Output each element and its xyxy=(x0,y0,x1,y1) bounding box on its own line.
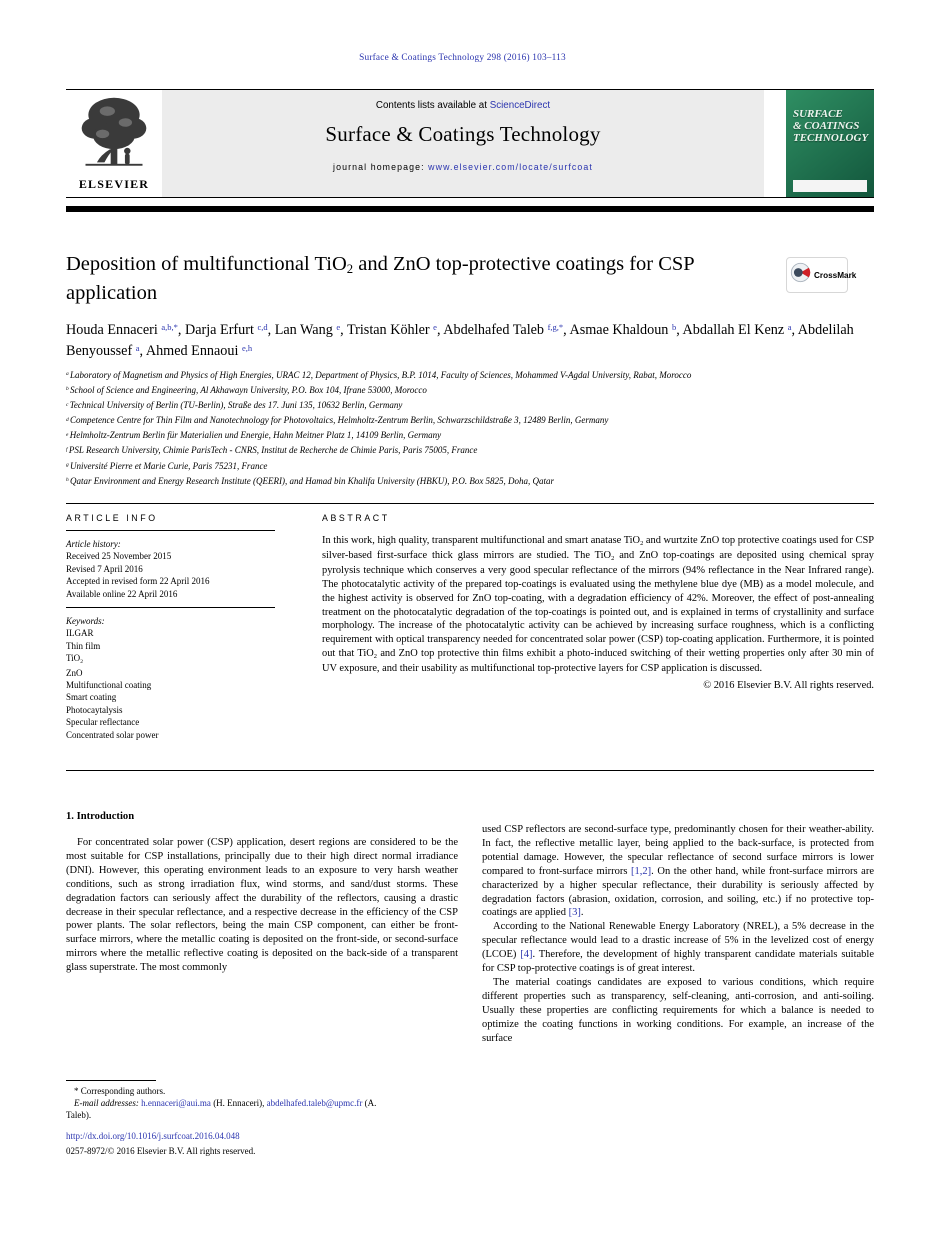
text-segment: e xyxy=(66,431,70,438)
author-name: Abdelilah Benyoussef xyxy=(66,322,854,359)
body-column-left xyxy=(66,806,458,1046)
elsevier-logo xyxy=(66,90,162,197)
keyword-item: ZnO xyxy=(66,667,83,678)
text-segment: , xyxy=(791,322,798,338)
author-name: Asmae Khaldoun xyxy=(569,322,672,338)
rule xyxy=(66,607,275,608)
text-segment: Competence Centre for Thin Film and Nanotechnology for Photovoltaics, Helmholtz-Zentrum Berlin, Schwarzschildstraße 3, 12489 Berlin, Germany xyxy=(70,415,609,426)
text-segment: d xyxy=(66,416,71,423)
text-segment: f xyxy=(66,446,69,453)
text-segment: 2 xyxy=(611,554,615,562)
intro-paragraph-1: For concentrated solar power (CSP) application, desert regions are considered to be the most suitable for CSP installations, principally due to their high direct normal irradiance (DNI). However, this operating environment leads to an exposure to very harsh weather conditions, such as strong irradiation flux, wind storms, and sand/dust storms. These degradation factors can seriously affect the durability of the reflectors, causing a drastic decrease in their specular reflectance, and a respective decrease in the efficiency of the CSP power plants. The solar reflectors, being the main CSP component, can either be front-surface mirrors, where the metallic coating is deposited on the front-side, or second-surface mirrors where the metallic reflective coating is deposited on the back-side of a transparent glass superstrate. The most commonly xyxy=(66,837,458,974)
text-segment: , xyxy=(340,322,347,338)
text-segment: (H. Ennaceri), xyxy=(210,1097,267,1108)
history-item: Received 25 November 2015 xyxy=(66,551,172,562)
banner-center xyxy=(162,90,764,197)
body-columns xyxy=(66,806,874,1046)
intro-paragraph-4: The material coatings candidates are exposed to various conditions, which require different properties such as transparency, self-cleaning, anti-corrosion, and anti-soiling. Usually these properties are conflicting requirements for which a balance is needed to optimize the coating functions in working conditions. For example, an increase of the surface xyxy=(482,976,874,1044)
citation-ref-link[interactable]: [4] xyxy=(520,949,533,961)
text-segment: h xyxy=(66,476,71,483)
author-name: Tristan Köhler xyxy=(346,322,434,338)
text-segment: c xyxy=(66,401,70,408)
author-affiliation-sup[interactable]: a,b,* xyxy=(161,321,178,332)
text-segment: , xyxy=(177,322,185,338)
text-segment: 2 xyxy=(346,262,354,277)
abstract-text xyxy=(322,534,874,676)
author-name: Houda Ennaceri xyxy=(66,322,162,338)
email-link[interactable]: h.ennaceri@aui.ma xyxy=(141,1097,211,1108)
text-segment: and ZnO top-coatings are deposited using chemical spray pyrolysis technique which conserves a very good specular reflectance of the mirrors (94% reflectance in the Near Infrared range). The photocatalytic activity of the prepared top-coatings is evaluated using the methylene blue dye (MB) as a model molecule, and the highest activity is observed for ZnO top-coating, with a degradation efficiency of 42%. Moreover, the effect of post-annealing treatment on the photocatalytic degradation of the top-coatings is pointed out, and is explained in terms of crystallinity and surface morphology. The increase of the photocatalytic activity can be achieved by increasing surface roughness, which is a conflicting requirement with optical transparency needed for concentrated solar power (CSP) top-coating application. Furthermore, it is pointed out that TiO xyxy=(322,549,874,660)
journal-cover[interactable] xyxy=(786,90,874,197)
crossmark-icon xyxy=(790,262,811,288)
affiliation-item xyxy=(66,460,874,475)
affiliation-item xyxy=(66,429,874,444)
sciencedirect-link[interactable]: ScienceDirect xyxy=(489,100,551,111)
text-segment: 2 xyxy=(80,658,83,665)
affiliation-item xyxy=(66,369,874,384)
keyword-item: Multifunctional coating xyxy=(66,680,152,691)
author-name: Lan Wang xyxy=(274,322,337,338)
elsevier-wordmark: ELSEVIER xyxy=(78,177,150,191)
text-segment: , xyxy=(563,322,570,338)
footnote-rule xyxy=(66,1080,156,1081)
affiliation-item xyxy=(66,414,874,429)
rule xyxy=(66,530,275,531)
text-segment: a xyxy=(66,371,71,378)
article-title xyxy=(66,251,766,307)
text-segment: b xyxy=(66,386,71,393)
keyword-item: Photocaytalysis xyxy=(66,704,123,715)
intro-paragraph-3 xyxy=(482,920,874,976)
section-1-heading: 1. Introduction xyxy=(66,811,135,822)
journal-banner xyxy=(66,89,874,198)
text-segment: According to the National Renewable Energy Laboratory (NREL), a 5% decrease in the specular reflectance would lead to a drastic increase of 5% in the levelized cost of energy (LCOE) xyxy=(482,921,874,961)
article-info-header: ARTICLE INFO xyxy=(66,513,158,523)
body-column-right xyxy=(482,806,874,1046)
author-affiliation-sup[interactable]: e xyxy=(433,321,437,332)
history-item: Revised 7 April 2016 xyxy=(66,563,143,574)
author-name: Darja Erfurt xyxy=(184,322,258,338)
author-affiliation-sup[interactable]: b xyxy=(671,321,677,332)
journal-cover-footer-strip xyxy=(793,180,867,192)
crossmark-label: CrossMark xyxy=(814,270,857,280)
text-segment: . xyxy=(580,907,584,919)
footnote-block xyxy=(66,1080,398,1122)
text-segment: 2 xyxy=(640,539,644,547)
copyright-line: © 2016 Elsevier B.V. All rights reserved. xyxy=(703,680,874,692)
text-segment: , xyxy=(436,322,444,338)
text-segment: Laboratory of Magnetism and Physics of High Energies, URAC 12, Department of Physics, B.P. 1014, Faculty of Sciences, Mohammed V-Agdal University, Rabat, Morocco xyxy=(70,370,692,380)
text-segment: Technical University of Berlin (TU-Berlin), Straße des 17. Juni 135, 10632 Berlin, Germany xyxy=(69,400,403,411)
text-segment: and wurtzite ZnO top protective coatings used for CSP silver-based first-surface thick glass mirrors are studied. The TiO xyxy=(322,535,874,561)
keyword-item: Concentrated solar power xyxy=(66,729,159,740)
crossmark-badge[interactable] xyxy=(786,257,857,293)
author-affiliation-sup[interactable]: e,h xyxy=(241,342,253,353)
keyword-item: Specular reflectance xyxy=(66,717,140,728)
text-segment: Qatar Environment and Energy Research Institute (QEERI), and Hamad bin Khalifa University (HBKU), P.O. Box 5825, Doha, Qatar xyxy=(70,475,555,486)
text-segment: journal homepage: xyxy=(333,162,429,172)
text-segment: PSL Research University, Chimie ParisTech - CNRS, Institut de Recherche de Chimie Paris, Paris 75005, France xyxy=(68,445,478,456)
text-segment: g xyxy=(66,461,71,468)
journal-cover-title-line: & COATINGS xyxy=(793,120,860,132)
author-name: Ahmed Ennaoui xyxy=(145,343,242,359)
homepage-line xyxy=(162,162,764,172)
keyword-item: ILGAR xyxy=(66,628,94,639)
history-item: Accepted in revised form 22 April 2016 xyxy=(66,576,210,587)
text-segment: , xyxy=(139,343,146,359)
text-segment: and ZnO top protective thin films exhibit a photo-induced switching of their wetting properties only after 30 min of UV exposure, and their usability as multifunctional top-protective layers for CSP application is discussed. xyxy=(322,648,874,675)
text-segment: used CSP reflectors are second-surface type, predominantly chosen for their weather-ability. In fact, the reflective metallic layer, being applied to the back-surface, is protected from potential damage. However, the specular reflectance of second surface mirrors is lower compared to front-surface mirrors xyxy=(482,824,874,877)
author-list xyxy=(66,320,866,362)
text-segment: . Therefore, the development of highly transparent candidate materials suitable for CSP top-protective coatings is of great interest. xyxy=(482,949,874,975)
info-abstract-block xyxy=(66,503,874,771)
affiliation-item xyxy=(66,384,874,399)
author-name: Abdelhafed Taleb xyxy=(443,322,548,338)
affiliation-item xyxy=(66,475,874,490)
text-segment: , xyxy=(676,322,683,338)
journal-homepage-link[interactable]: www.elsevier.com/locate/surfcoat xyxy=(428,162,593,172)
history-item: Available online 22 April 2016 xyxy=(66,588,178,599)
journal-cover-title-line: SURFACE xyxy=(793,108,843,120)
text-segment: Université Pierre et Marie Curie, Paris 75231, France xyxy=(70,460,268,471)
corresponding-authors-note: * Corresponding authors. xyxy=(74,1086,166,1096)
text-segment: 2 xyxy=(373,652,377,660)
text-segment: In this work, high quality, transparent multifunctional and smart anatase TiO xyxy=(322,535,641,546)
citation-ref-link[interactable]: [3] xyxy=(568,907,581,919)
abstract-column xyxy=(322,513,874,756)
author-affiliation-sup[interactable]: c,d xyxy=(257,321,268,332)
text-segment: and ZnO top-protective coatings for CSP application xyxy=(66,253,694,304)
journal-title: Surface & Coatings Technology xyxy=(325,122,601,146)
author-affiliation-sup[interactable]: e xyxy=(336,321,341,332)
affiliation-item xyxy=(66,399,874,414)
text-segment: Helmholtz-Zentrum Berlin für Materialien und Energie, Hahn Meitner Platz 1, 14109 Berlin, Germany xyxy=(69,430,442,441)
article-info-column xyxy=(66,513,275,756)
journal-citation[interactable]: Surface & Coatings Technology 298 (2016) 103–113 xyxy=(359,53,566,63)
keyword-item: Thin film xyxy=(66,640,101,651)
article-history-label: Article history: xyxy=(66,539,121,549)
author-affiliation-sup[interactable]: f,g,* xyxy=(547,321,564,332)
journal-cover-title-line: TECHNOLOGY xyxy=(793,132,869,144)
contents-line xyxy=(162,100,764,111)
author-affiliation-sup[interactable]: a xyxy=(135,342,140,353)
email-link[interactable]: abdelhafed.taleb@upmc.fr xyxy=(266,1097,363,1108)
affiliation-list xyxy=(66,369,874,490)
text-segment: Contents lists available at xyxy=(375,100,490,111)
author-name: Abdallah El Kenz xyxy=(682,322,788,338)
affiliation-item xyxy=(66,444,874,459)
elsevier-tree-icon xyxy=(75,94,153,175)
text-segment: , xyxy=(267,322,275,338)
keyword-item xyxy=(66,652,275,666)
text-segment: E-mail addresses: xyxy=(74,1097,142,1108)
header-divider-bar xyxy=(66,206,874,212)
text-segment: . On the other hand, while front-surface mirrors are characterized by a higher specular reflectance, their durability is seriously affected by degradation factors (abrasion, oxidation, corrosion, and soiling, etc.) if no protective top-coatings are applied xyxy=(482,865,874,919)
intro-paragraph-2 xyxy=(482,823,874,920)
author-affiliation-sup[interactable]: a xyxy=(787,321,792,332)
text-segment: Deposition of multifunctional TiO xyxy=(66,253,347,275)
abstract-header: ABSTRACT xyxy=(322,513,390,523)
issn-rights-line: 0257-8972/© 2016 Elsevier B.V. All rights reserved. xyxy=(66,1146,256,1156)
text-segment: (A. Taleb). xyxy=(66,1097,377,1120)
citation-ref-link[interactable]: [1,2] xyxy=(631,865,652,877)
text-segment: TiO xyxy=(66,653,81,664)
text-segment: School of Science and Engineering, Al Akhawayn University, P.O. Box 104, Ifrane 53000, Morocco xyxy=(70,385,427,396)
keyword-item: Smart coating xyxy=(66,692,117,703)
email-addresses-note xyxy=(66,1098,398,1122)
doi-link[interactable]: http://dx.doi.org/10.1016/j.surfcoat.2016.04.048 xyxy=(66,1131,240,1141)
keywords-label: Keywords: xyxy=(66,616,105,627)
